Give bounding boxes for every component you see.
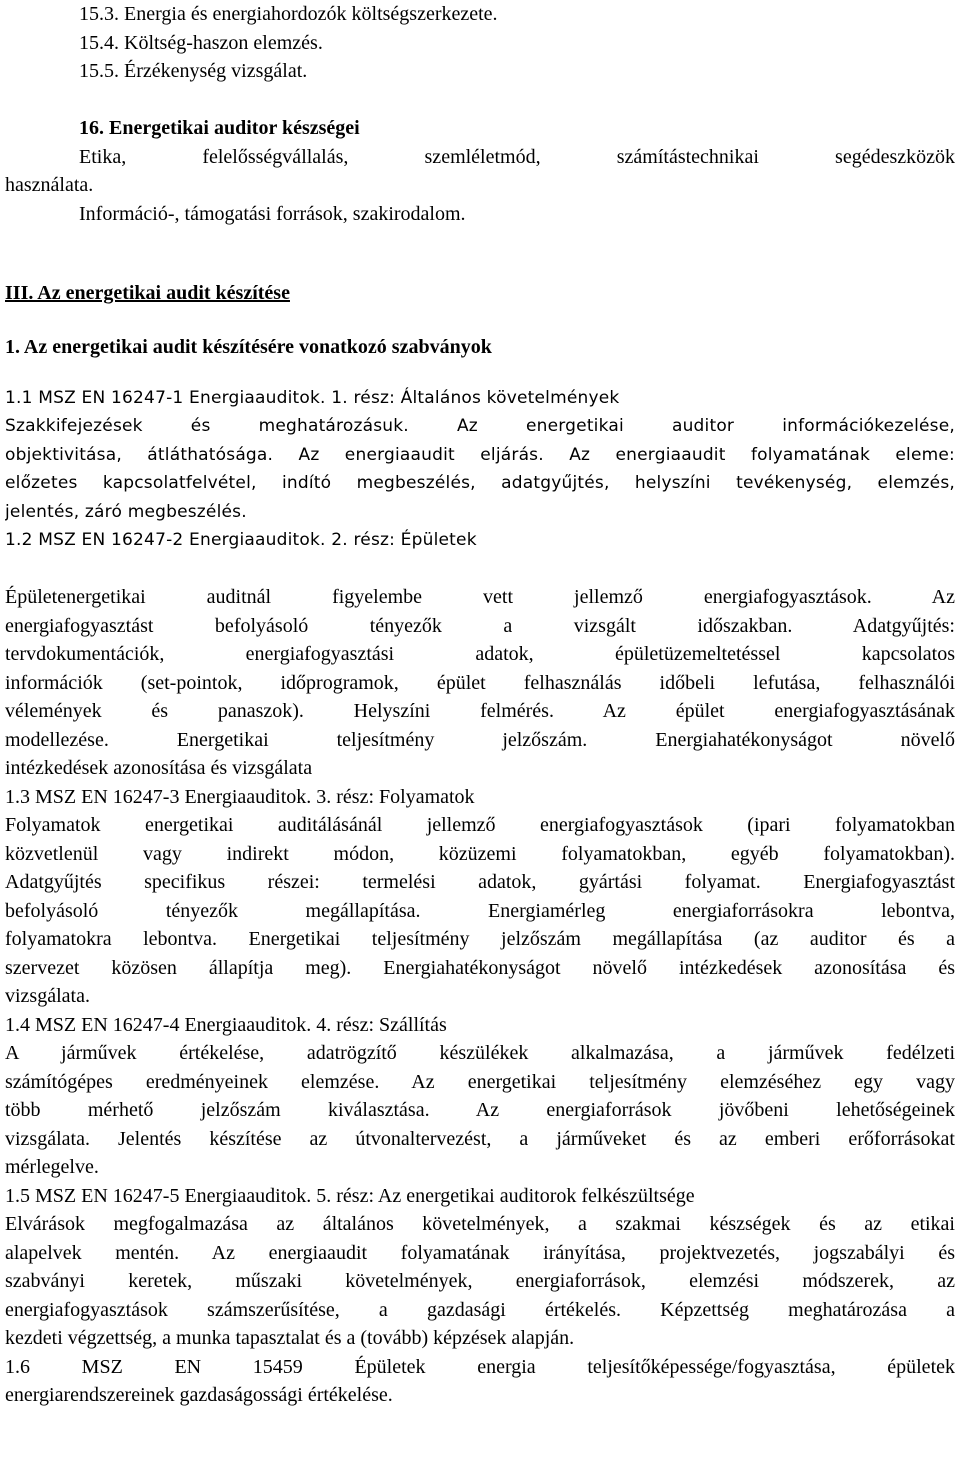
paragraph-line: energiafogyasztást befolyásoló tényezők a vizsgált időszakban. Adatgyűjtés: bbox=[5, 614, 955, 637]
document-page bbox=[5, 0, 955, 1410]
paragraph-line: energiafogyasztások számszerűsítése, a gazdasági értékelés. Képzettség meghatározása a bbox=[5, 1298, 955, 1321]
toc-item: 15.3. Energia és energiahordozók költségszerkezete. bbox=[79, 3, 498, 25]
chapter-16-title: 16. Energetikai auditor készségei bbox=[79, 117, 360, 139]
chapter-16-line: használata. bbox=[5, 174, 94, 196]
section-1-title: 1. Az energetikai audit készítésére vonatkozó szabványok bbox=[5, 336, 492, 358]
standard-1-1-heading: 1.1 MSZ EN 16247-1 Energiaauditok. 1. rész: Általános követelmények bbox=[5, 387, 620, 408]
paragraph-line: intézkedések azonosítása és vizsgálata bbox=[5, 757, 313, 779]
paragraph-line: befolyásoló tényezők megállapítása. Energiamérleg energiaforrásokra lebontva, bbox=[5, 899, 955, 922]
paragraph-line: A járművek értékelése, adatrögzítő készülékek alkalmazása, a járművek fedélzeti bbox=[5, 1042, 955, 1064]
paragraph-line: mérlegelve. bbox=[5, 1156, 99, 1178]
paragraph-line: közvetlenül vagy indirekt módon, közüzemi folyamatokban, egyéb folyamatokban). bbox=[5, 842, 955, 865]
paragraph-line: több mérhető jelzőszám kiválasztása. Az energiaforrások jövőbeni lehetőségeinek bbox=[5, 1099, 955, 1121]
paragraph-line: szervezet közösen állapítja meg). Energiahatékonyságot növelő intézkedések azonosítása és bbox=[5, 956, 955, 979]
paragraph-line: alapelvek mentén. Az energiaaudit folyamatának irányítása, projektvezetés, jogszabályi és bbox=[5, 1241, 955, 1264]
paragraph-line: objektivitása, átláthatósága. Az energiaaudit eljárás. Az energiaaudit folyamatának eleme: bbox=[5, 444, 955, 465]
toc-item: 15.5. Érzékenység vizsgálat. bbox=[79, 60, 308, 82]
paragraph-line: számítógépes eredményeinek elemzése. Az energetikai teljesítmény elemzéséhez egy vagy bbox=[5, 1070, 955, 1093]
paragraph-line: jelentés, záró megbeszélés. bbox=[5, 501, 247, 522]
part-3-title: III. Az energetikai audit készítése bbox=[5, 281, 290, 304]
chapter-16-line: Etika, felelősségvállalás, szemléletmód, számítástechnikai segédeszközök bbox=[79, 145, 955, 168]
paragraph-line: energiarendszereinek gazdaságossági értékelése. bbox=[5, 1384, 393, 1406]
standard-1-3-heading: 1.3 MSZ EN 16247-3 Energiaauditok. 3. rész: Folyamatok bbox=[5, 785, 475, 808]
standard-1-5-heading: 1.5 MSZ EN 16247-5 Energiaauditok. 5. rész: Az energetikai auditorok felkészültsége bbox=[5, 1184, 695, 1207]
paragraph-line: vélemények és panaszok). Helyszíni felmérés. Az épület energiafogyasztásának bbox=[5, 700, 955, 722]
paragraph-line: modellezése. Energetikai teljesítmény jelzőszám. Energiahatékonyságot növelő bbox=[5, 728, 955, 751]
paragraph-line: kezdeti végzettség, a munka tapasztalat és a (tovább) képzések alapján. bbox=[5, 1327, 575, 1349]
standard-1-2-heading: 1.2 MSZ EN 16247-2 Energiaauditok. 2. rész: Épületek bbox=[5, 530, 477, 550]
standard-1-4-heading: 1.4 MSZ EN 16247-4 Energiaauditok. 4. rész: Szállítás bbox=[5, 1013, 447, 1036]
paragraph-line: előzetes kapcsolatfelvétel, indító megbeszélés, adatgyűjtés, helyszíni tevékenység, elemzés, bbox=[5, 473, 955, 493]
paragraph-line: folyamatokra lebontva. Energetikai teljesítmény jelzőszám megállapítása (az auditor és a bbox=[5, 928, 955, 950]
paragraph-line: információk (set-pointok, időprogramok, épület felhasználás időbeli lefutása, felhasználói bbox=[5, 671, 955, 694]
paragraph-line: Épületenergetikai auditnál figyelembe vett jellemző energiafogyasztások. Az bbox=[5, 586, 955, 608]
paragraph-line: Folyamatok energetikai auditálásánál jellemző energiafogyasztások (ipari folyamatokban bbox=[5, 814, 955, 836]
chapter-16-line: Információ-, támogatási források, szakirodalom. bbox=[79, 202, 466, 225]
paragraph-line: vizsgálata. bbox=[5, 985, 90, 1007]
paragraph-line: Adatgyűjtés specifikus részei: termelési adatok, gyártási folyamat. Energiafogyasztást bbox=[5, 871, 955, 893]
toc-item: 15.4. Költség-haszon elemzés. bbox=[79, 31, 323, 54]
paragraph-line: Elvárások megfogalmazása az általános követelmények, a szakmai készségek és az etikai bbox=[5, 1213, 955, 1235]
standard-1-6-heading: 1.6 MSZ EN 15459 Épületek energia teljesítőképessége/fogyasztása, épületek bbox=[5, 1355, 955, 1378]
paragraph-line: szabványi keretek, műszaki követelmények, energiaforrások, elemzési módszerek, az bbox=[5, 1270, 955, 1292]
paragraph-line: tervdokumentációk, energiafogyasztási adatok, épületüzemeltetéssel kapcsolatos bbox=[5, 643, 955, 665]
paragraph-line: Szakkifejezések és meghatározásuk. Az energetikai auditor információkezelése, bbox=[5, 416, 955, 436]
paragraph-line: vizsgálata. Jelentés készítése az útvonaltervezést, a járműveket és az emberi erőforrásokat bbox=[5, 1127, 955, 1150]
